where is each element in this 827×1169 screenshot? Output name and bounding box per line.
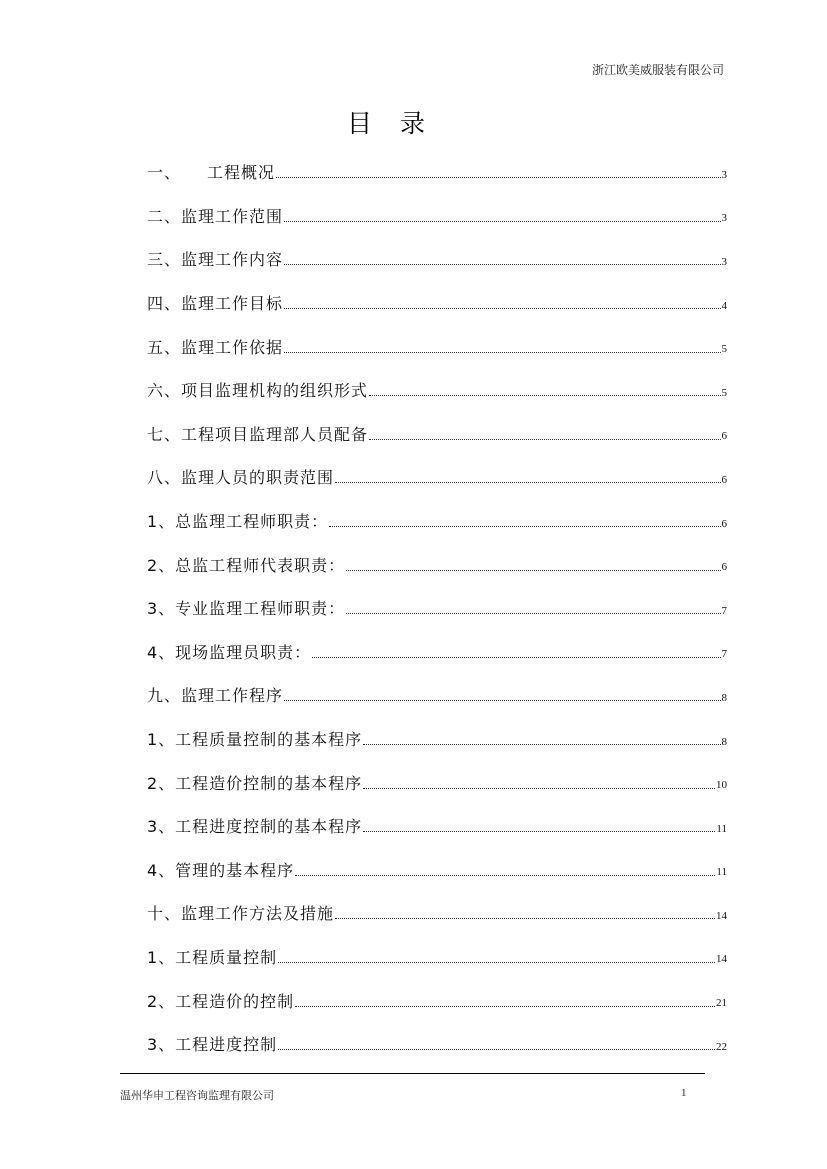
toc-entry-label: 4、现场监理员职责： (147, 642, 312, 662)
toc-dot-leader (369, 427, 720, 440)
toc-entry-label: 六、项目监理机构的组织形式 (147, 381, 369, 401)
toc-entry-page: 3 (721, 168, 727, 181)
table-of-contents (147, 150, 727, 1065)
toc-entry[interactable] (147, 237, 727, 281)
footer-divider (120, 1073, 705, 1074)
toc-entry-label: 4、管理的基本程序 (147, 860, 295, 880)
toc-entry-page: 8 (721, 735, 727, 748)
toc-dot-leader (335, 906, 715, 919)
toc-entry-label: 五、监理工作依据 (147, 337, 284, 357)
toc-dot-leader (369, 383, 720, 396)
toc-dot-leader (276, 165, 720, 178)
toc-entry[interactable] (147, 630, 727, 674)
toc-entry-page: 6 (721, 561, 727, 574)
toc-entry[interactable] (147, 586, 727, 630)
toc-entry-page: 6 (721, 473, 727, 486)
toc-entry[interactable] (147, 848, 727, 892)
toc-entry-label: 一、 工程概况 (147, 163, 276, 183)
toc-entry-label: 二、监理工作范围 (147, 206, 284, 226)
toc-entry-label: 1、工程质量控制 (147, 947, 278, 967)
toc-entry[interactable] (147, 150, 727, 194)
toc-entry-page: 7 (721, 604, 727, 617)
toc-entry-page: 5 (721, 386, 727, 399)
toc-entry-label: 3、工程进度控制 (147, 1035, 278, 1055)
toc-entry-page: 8 (721, 691, 727, 704)
toc-entry[interactable] (147, 804, 727, 848)
toc-entry-page: 3 (721, 212, 727, 225)
toc-dot-leader (363, 819, 715, 832)
toc-dot-leader (284, 340, 720, 353)
toc-dot-leader (284, 252, 720, 265)
toc-entry[interactable] (147, 978, 727, 1022)
toc-dot-leader (278, 1037, 715, 1050)
toc-entry-label: 八、监理人员的职责范围 (147, 468, 335, 488)
toc-entry-page: 22 (716, 1040, 727, 1053)
toc-dot-leader (295, 863, 715, 876)
toc-entry-page: 3 (721, 255, 727, 268)
header-company: 浙江欧美威服装有限公司 (591, 63, 724, 77)
toc-entry-page: 14 (716, 909, 727, 922)
toc-entry-label: 2、工程造价控制的基本程序 (147, 773, 363, 793)
toc-dot-leader (312, 645, 720, 658)
toc-entry[interactable] (147, 412, 727, 456)
toc-entry[interactable] (147, 368, 727, 412)
toc-entry-page: 10 (716, 779, 727, 792)
toc-entry-label: 四、监理工作目标 (147, 294, 284, 314)
toc-entry[interactable] (147, 281, 727, 325)
toc-dot-leader (295, 994, 715, 1007)
toc-entry[interactable] (147, 1022, 727, 1066)
toc-entry[interactable] (147, 673, 727, 717)
footer-page-number: 1 (681, 1087, 687, 1099)
toc-entry-page: 5 (721, 343, 727, 356)
toc-entry-page: 6 (721, 517, 727, 530)
toc-entry[interactable] (147, 935, 727, 979)
toc-entry-page: 4 (721, 299, 727, 312)
toc-entry-label: 3、专业监理工程师职责： (147, 599, 346, 619)
toc-entry-page: 6 (721, 430, 727, 443)
toc-entry-label: 2、总监工程师代表职责： (147, 555, 346, 575)
toc-dot-leader (284, 688, 720, 701)
toc-entry-page: 21 (716, 997, 727, 1010)
footer-company: 温州华申工程咨询监理有限公司 (120, 1089, 274, 1102)
toc-entry-label: 3、工程进度控制的基本程序 (147, 817, 363, 837)
toc-entry-page: 11 (716, 866, 727, 879)
toc-entry[interactable] (147, 891, 727, 935)
toc-entry-label: 1、工程质量控制的基本程序 (147, 730, 363, 750)
toc-entry-label: 七、工程项目监理部人员配备 (147, 424, 369, 444)
toc-dot-leader (363, 776, 715, 789)
toc-dot-leader (346, 558, 720, 571)
toc-entry-label: 十、监理工作方法及措施 (147, 904, 335, 924)
toc-entry[interactable] (147, 542, 727, 586)
toc-entry-page: 11 (716, 822, 727, 835)
toc-entry[interactable] (147, 455, 727, 499)
toc-entry-page: 14 (716, 953, 727, 966)
toc-entry[interactable] (147, 717, 727, 761)
toc-dot-leader (335, 470, 720, 483)
toc-entry-label: 三、监理工作内容 (147, 250, 284, 270)
toc-entry-label: 九、监理工作程序 (147, 686, 284, 706)
toc-entry[interactable] (147, 324, 727, 368)
toc-entry-label: 2、工程造价的控制 (147, 991, 295, 1011)
toc-entry-label: 1、总监理工程师职责： (147, 512, 329, 532)
toc-entry[interactable] (147, 499, 727, 543)
toc-dot-leader (329, 514, 720, 527)
page-title: 目录 (346, 109, 453, 138)
toc-entry[interactable] (147, 194, 727, 238)
toc-entry[interactable] (147, 760, 727, 804)
toc-entry-page: 7 (721, 648, 727, 661)
toc-dot-leader (363, 732, 720, 745)
toc-dot-leader (278, 950, 715, 963)
toc-dot-leader (284, 209, 720, 222)
toc-dot-leader (346, 601, 720, 614)
toc-dot-leader (284, 296, 720, 309)
